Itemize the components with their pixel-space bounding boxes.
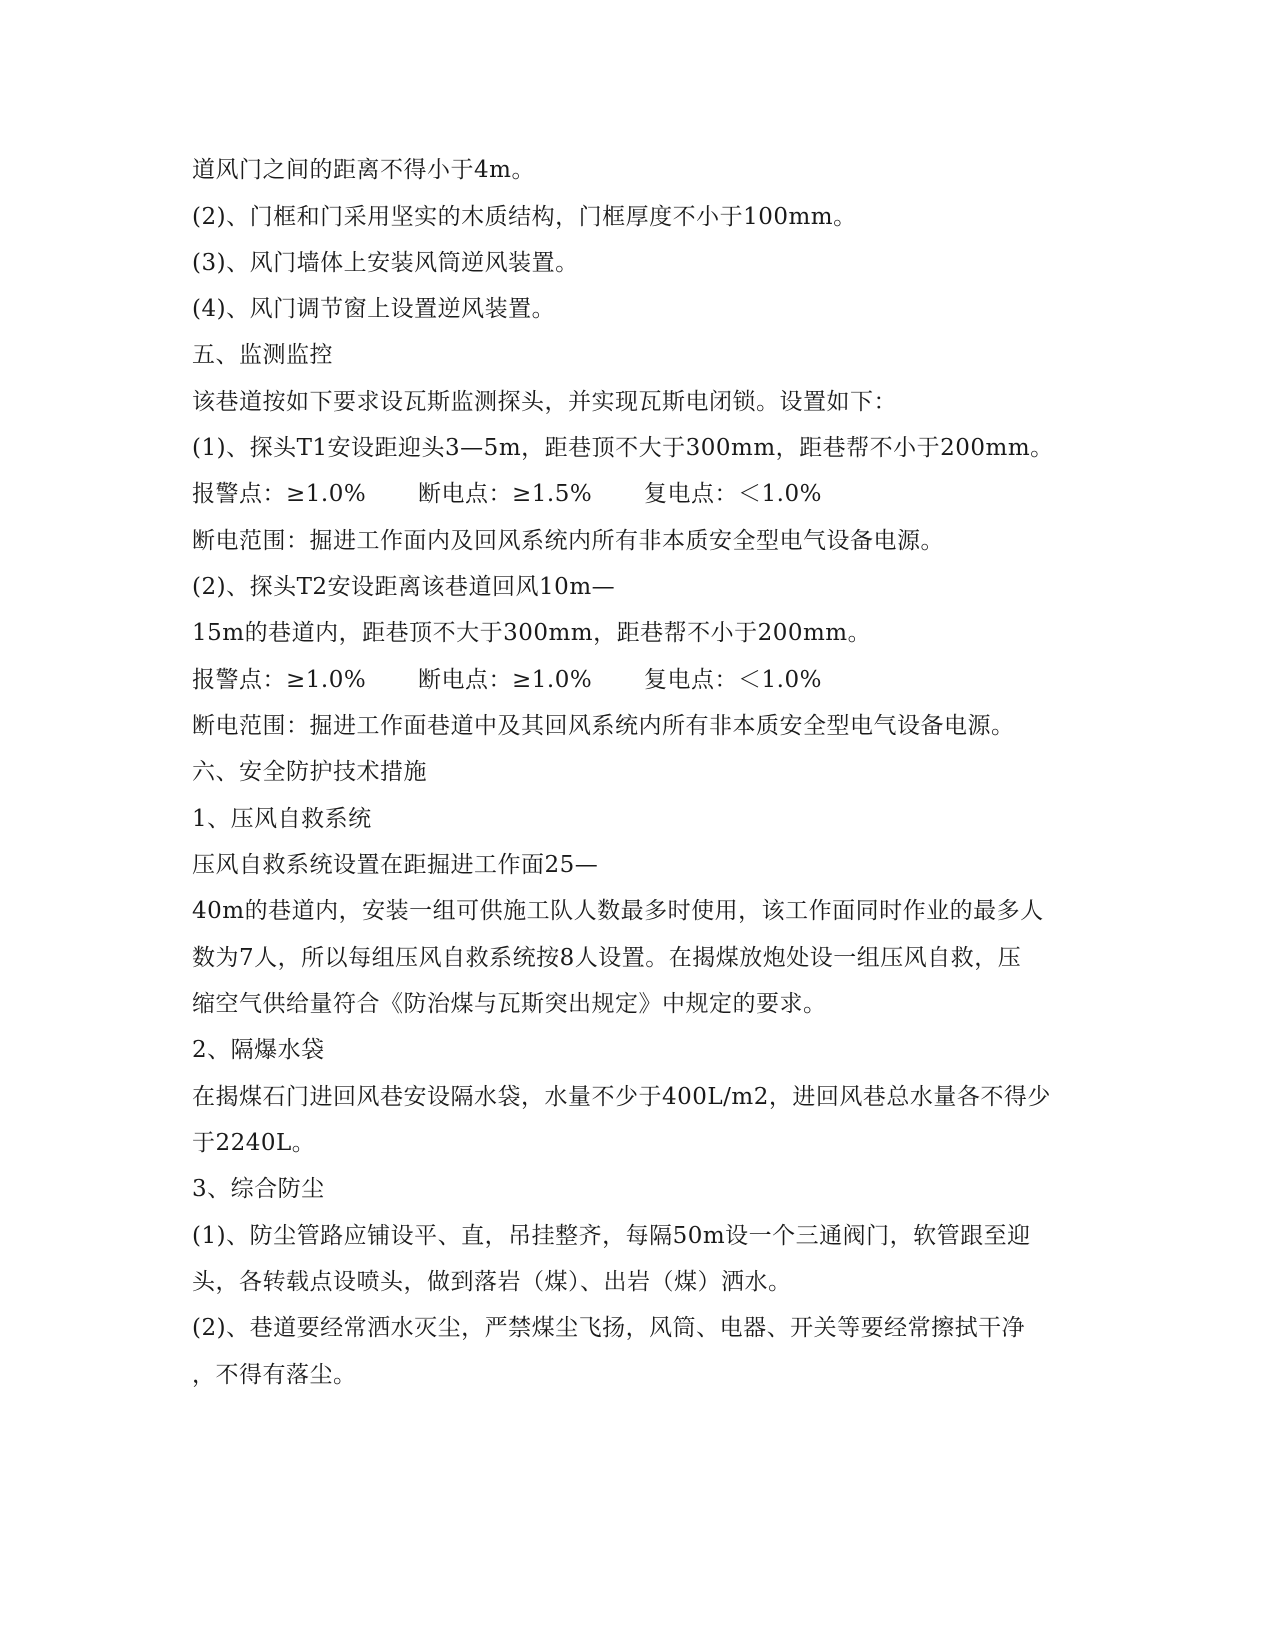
alarm-threshold: 报警点：≥1.0% [192, 667, 367, 693]
subsection-heading: 1、压风自救系统 [192, 806, 372, 832]
restore-threshold: 复电点：＜1.0% [644, 667, 822, 693]
threshold-row-2 [192, 665, 1092, 695]
paragraph-line: 头，各转载点设喷头，做到落岩（煤）、出岩（煤）洒水。 [192, 1269, 792, 1295]
restore-threshold: 复电点：＜1.0% [644, 481, 822, 507]
paragraph-line: 道风门之间的距离不得小于4m。 [192, 157, 535, 183]
paragraph-line: 该巷道按如下要求设瓦斯监测探头，并实现瓦斯电闭锁。设置如下： [192, 389, 897, 415]
paragraph-line: 断电范围：掘进工作面巷道中及其回风系统内所有非本质安全型电气设备电源。 [192, 713, 1015, 739]
section-heading: 五、监测监控 [192, 342, 333, 368]
paragraph-line: 在揭煤石门进回风巷安设隔水袋，水量不少于400L/m2，进回风巷总水量各不得少 [192, 1084, 1051, 1110]
cutoff-threshold: 断电点：≥1.0% [418, 667, 593, 693]
subsection-heading: 2、隔爆水袋 [192, 1037, 325, 1063]
paragraph-line: (3)、风门墙体上安装风筒逆风装置。 [192, 250, 579, 276]
paragraph-line: 15m的巷道内，距巷顶不大于300mm，距巷帮不小于200mm。 [192, 620, 872, 646]
paragraph-line: 断电范围：掘进工作面内及回风系统内所有非本质安全型电气设备电源。 [192, 528, 944, 554]
paragraph-line: (2)、巷道要经常洒水灭尘，严禁煤尘飞扬，风筒、电器、开关等要经常擦拭干净 [192, 1315, 1026, 1341]
paragraph-line: (4)、风门调节窗上设置逆风装置。 [192, 296, 556, 322]
subsection-heading: 3、综合防尘 [192, 1176, 325, 1202]
section-heading: 六、安全防护技术措施 [192, 759, 427, 785]
alarm-threshold: 报警点：≥1.0% [192, 481, 367, 507]
paragraph-line: ，不得有落尘。 [192, 1362, 357, 1388]
paragraph-line: 于2240L。 [192, 1130, 316, 1156]
paragraph-line: 缩空气供给量符合《防治煤与瓦斯突出规定》中规定的要求。 [192, 991, 827, 1017]
cutoff-threshold: 断电点：≥1.5% [418, 481, 593, 507]
paragraph-line: (2)、探头T2安设距离该巷道回风10m— [192, 574, 616, 600]
threshold-row-1 [192, 479, 1092, 509]
paragraph-line: 数为7人，所以每组压风自救系统按8人设置。在揭煤放炮处设一组压风自救，压 [192, 945, 1022, 971]
paragraph-line: 40m的巷道内，安装一组可供施工队人数最多时使用，该工作面同时作业的最多人 [192, 898, 1044, 924]
paragraph-line: (2)、门框和门采用坚实的木质结构，门框厚度不小于100mm。 [192, 204, 857, 230]
paragraph-line: (1)、探头T1安设距迎头3—5m，距巷顶不大于300mm，距巷帮不小于200mm。 [192, 435, 1054, 461]
paragraph-line: 压风自救系统设置在距掘进工作面25— [192, 852, 599, 878]
paragraph-line: (1)、防尘管路应铺设平、直，吊挂整齐，每隔50m设一个三通阀门，软管跟至迎 [192, 1223, 1031, 1249]
